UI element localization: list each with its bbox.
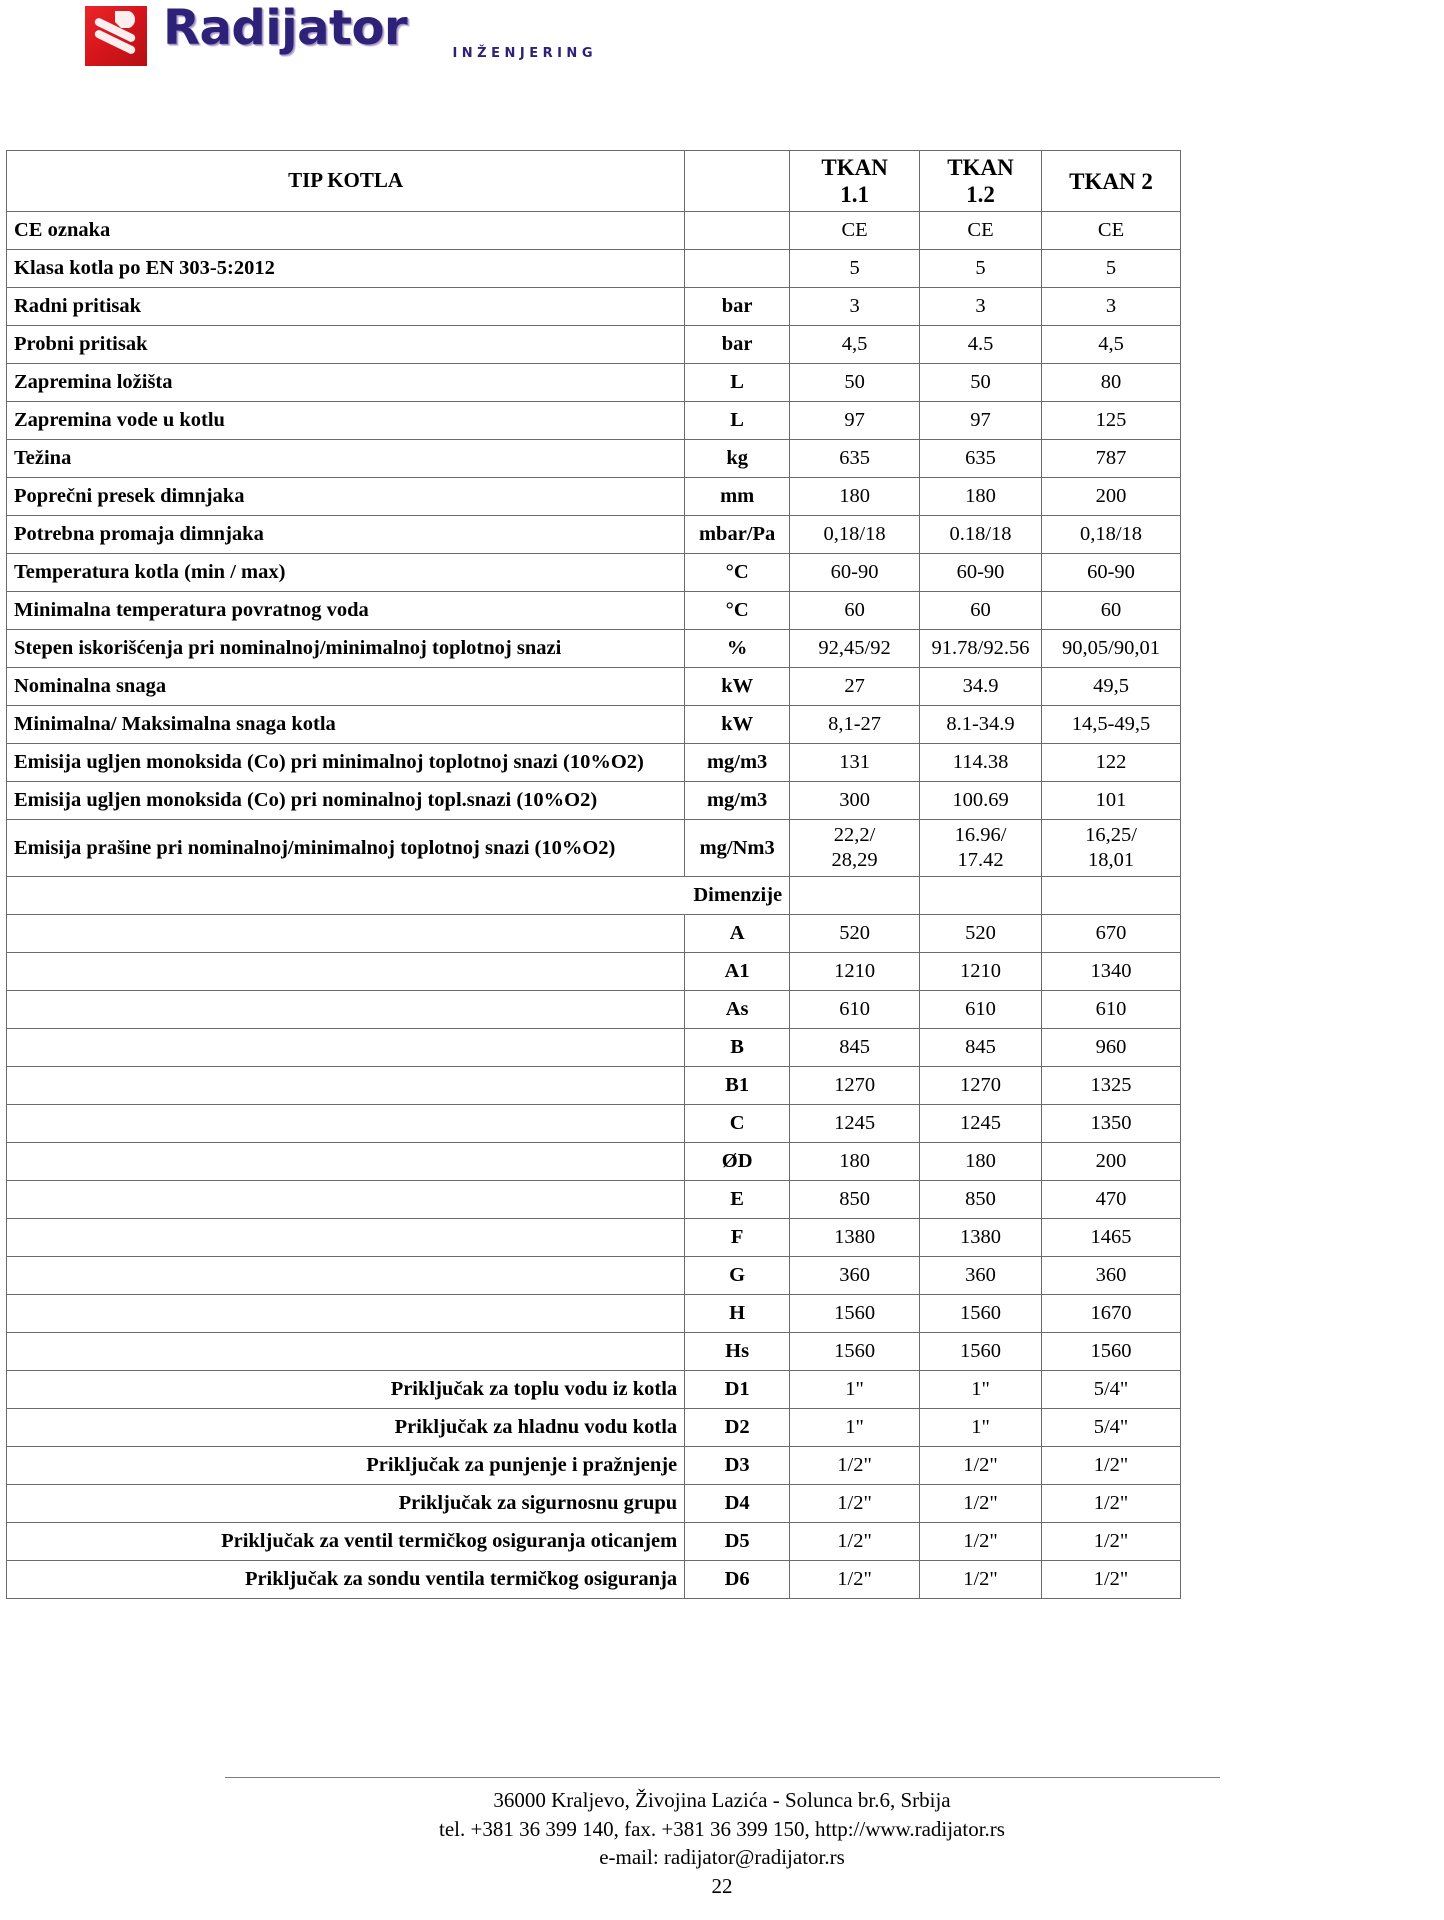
row-label — [7, 1181, 685, 1219]
row-value-3: 1325 — [1042, 1067, 1181, 1105]
header-column-3: TKAN 2 — [1042, 151, 1181, 212]
row-unit: L — [685, 402, 790, 440]
row-value-3: 0,18/18 — [1042, 516, 1181, 554]
row-value-1: CE — [790, 212, 920, 250]
row-label: CE oznaka — [7, 212, 685, 250]
row-value-3: 360 — [1042, 1257, 1181, 1295]
row-value-2: 180 — [920, 1143, 1042, 1181]
row-value-2: 4.5 — [920, 326, 1042, 364]
row-value-3: 16,25/ 18,01 — [1042, 820, 1181, 877]
row-value-1: 60-90 — [790, 554, 920, 592]
row-value-3: 610 — [1042, 991, 1181, 1029]
row-value-3: 101 — [1042, 782, 1181, 820]
table-row — [7, 706, 1181, 744]
row-label — [7, 991, 685, 1029]
row-value-1: 92,45/92 — [790, 630, 920, 668]
header-tip-kotla: TIP KOTLA — [7, 151, 685, 212]
row-value-3: 470 — [1042, 1181, 1181, 1219]
dimensions-header-row — [7, 877, 1181, 915]
row-label: Emisija ugljen monoksida (Co) pri nominalnoj topl.snazi (10%O2) — [7, 782, 685, 820]
row-value-3: 14,5-49,5 — [1042, 706, 1181, 744]
row-value-2: CE — [920, 212, 1042, 250]
row-value-1: 1270 — [790, 1067, 920, 1105]
row-unit: B — [685, 1029, 790, 1067]
row-unit: bar — [685, 288, 790, 326]
row-unit: mm — [685, 478, 790, 516]
row-value-2: 1245 — [920, 1105, 1042, 1143]
row-unit: % — [685, 630, 790, 668]
row-value-2: 180 — [920, 478, 1042, 516]
row-value-2: 1/2" — [920, 1561, 1042, 1599]
row-label: Priključak za ventil termičkog osiguranja oticanjem — [7, 1523, 685, 1561]
row-value-1: 845 — [790, 1029, 920, 1067]
row-value-3: 60 — [1042, 592, 1181, 630]
row-value-2: 845 — [920, 1029, 1042, 1067]
row-value-1: 3 — [790, 288, 920, 326]
row-value-3: 80 — [1042, 364, 1181, 402]
table-row — [7, 592, 1181, 630]
row-unit: D1 — [685, 1371, 790, 1409]
dimensions-header-pad-1 — [790, 877, 920, 915]
table-row — [7, 782, 1181, 820]
row-unit: D4 — [685, 1485, 790, 1523]
row-value-3: 122 — [1042, 744, 1181, 782]
row-value-2: 50 — [920, 364, 1042, 402]
row-unit: F — [685, 1219, 790, 1257]
dimensions-header-pad-2 — [920, 877, 1042, 915]
row-value-1: 635 — [790, 440, 920, 478]
row-value-3: 1560 — [1042, 1333, 1181, 1371]
row-value-3: 3 — [1042, 288, 1181, 326]
table-row — [7, 1143, 1181, 1181]
row-value-1: 1/2" — [790, 1485, 920, 1523]
row-value-2: 3 — [920, 288, 1042, 326]
row-label — [7, 915, 685, 953]
row-value-3: 49,5 — [1042, 668, 1181, 706]
table-header-row — [7, 151, 1181, 212]
row-value-2: 60 — [920, 592, 1042, 630]
row-unit — [685, 212, 790, 250]
row-value-3: 1465 — [1042, 1219, 1181, 1257]
table-row — [7, 478, 1181, 516]
row-value-2: 1380 — [920, 1219, 1042, 1257]
table-row — [7, 1295, 1181, 1333]
row-value-1: 360 — [790, 1257, 920, 1295]
row-value-2: 34.9 — [920, 668, 1042, 706]
row-label: Potrebna promaja dimnjaka — [7, 516, 685, 554]
table-row — [7, 1409, 1181, 1447]
row-value-1: 1560 — [790, 1295, 920, 1333]
row-value-2: 1210 — [920, 953, 1042, 991]
row-unit: C — [685, 1105, 790, 1143]
logo-tagline: INŽENJERING — [452, 46, 597, 61]
table-row — [7, 744, 1181, 782]
dimensions-header-pad-3 — [1042, 877, 1181, 915]
row-value-3: 1340 — [1042, 953, 1181, 991]
row-value-3: 1/2" — [1042, 1447, 1181, 1485]
row-value-1: 4,5 — [790, 326, 920, 364]
row-value-1: 97 — [790, 402, 920, 440]
page-number: 22 — [711, 1873, 733, 1898]
header-unit-cell — [685, 151, 790, 212]
row-unit: A — [685, 915, 790, 953]
row-value-1: 8,1-27 — [790, 706, 920, 744]
row-value-2: 60-90 — [920, 554, 1042, 592]
row-value-1: 50 — [790, 364, 920, 402]
row-value-2: 5 — [920, 250, 1042, 288]
table-row — [7, 1257, 1181, 1295]
footer-contact: tel. +381 36 399 140, fax. +381 36 399 150, http://www.radijator.rs — [439, 1816, 1005, 1841]
row-value-2: 1270 — [920, 1067, 1042, 1105]
table-row — [7, 554, 1181, 592]
row-unit: °C — [685, 592, 790, 630]
table-row — [7, 440, 1181, 478]
row-unit: B1 — [685, 1067, 790, 1105]
row-value-1: 180 — [790, 1143, 920, 1181]
row-unit — [685, 250, 790, 288]
row-label: Minimalna temperatura povratnog voda — [7, 592, 685, 630]
row-value-1: 0,18/18 — [790, 516, 920, 554]
table-row — [7, 516, 1181, 554]
row-value-2: 114.38 — [920, 744, 1042, 782]
row-value-2: 635 — [920, 440, 1042, 478]
table-row — [7, 1105, 1181, 1143]
table-row — [7, 1485, 1181, 1523]
row-unit: L — [685, 364, 790, 402]
table-row — [7, 820, 1181, 877]
table-row — [7, 250, 1181, 288]
logo-wordmark: Radijator — [163, 0, 408, 56]
row-label — [7, 1257, 685, 1295]
row-label: Zapremina vode u kotlu — [7, 402, 685, 440]
table-row — [7, 288, 1181, 326]
row-value-1: 180 — [790, 478, 920, 516]
row-unit: H — [685, 1295, 790, 1333]
row-label: Emisija ugljen monoksida (Co) pri minimalnoj toplotnoj snazi (10%O2) — [7, 744, 685, 782]
row-value-1: 5 — [790, 250, 920, 288]
table-row — [7, 668, 1181, 706]
row-value-3: 1350 — [1042, 1105, 1181, 1143]
row-unit: D6 — [685, 1561, 790, 1599]
row-value-2: 520 — [920, 915, 1042, 953]
row-value-3: 1670 — [1042, 1295, 1181, 1333]
row-label: Priključak za sondu ventila termičkog osiguranja — [7, 1561, 685, 1599]
row-unit: A1 — [685, 953, 790, 991]
row-unit: kW — [685, 668, 790, 706]
row-unit: G — [685, 1257, 790, 1295]
table-row — [7, 1447, 1181, 1485]
row-label — [7, 1295, 685, 1333]
row-value-1: 27 — [790, 668, 920, 706]
table-row — [7, 212, 1181, 250]
row-label: Priključak za sigurnosnu grupu — [7, 1485, 685, 1523]
boiler-specification-table — [6, 150, 1181, 1599]
table-row — [7, 1561, 1181, 1599]
row-label: Priključak za punjenje i pražnjenje — [7, 1447, 685, 1485]
row-value-1: 1210 — [790, 953, 920, 991]
table-row — [7, 402, 1181, 440]
row-label: Težina — [7, 440, 685, 478]
row-value-3: 670 — [1042, 915, 1181, 953]
row-value-2: 1/2" — [920, 1523, 1042, 1561]
dimensions-header: Dimenzije — [7, 877, 790, 915]
row-unit: °C — [685, 554, 790, 592]
row-value-2: 1/2" — [920, 1447, 1042, 1485]
row-value-2: 16.96/ 17.42 — [920, 820, 1042, 877]
row-value-2: 360 — [920, 1257, 1042, 1295]
row-value-3: 60-90 — [1042, 554, 1181, 592]
row-label: Stepen iskorišćenja pri nominalnoj/minimalnoj toplotnoj snazi — [7, 630, 685, 668]
header-column-2: TKAN 1.2 — [920, 151, 1042, 212]
row-value-3: 5 — [1042, 250, 1181, 288]
row-unit: mbar/Pa — [685, 516, 790, 554]
row-unit: kW — [685, 706, 790, 744]
row-value-2: 850 — [920, 1181, 1042, 1219]
row-value-2: 0.18/18 — [920, 516, 1042, 554]
row-value-2: 91.78/92.56 — [920, 630, 1042, 668]
table-row — [7, 1067, 1181, 1105]
table-row — [7, 1181, 1181, 1219]
table-row — [7, 1523, 1181, 1561]
row-value-3: 1/2" — [1042, 1561, 1181, 1599]
row-unit: mg/Nm3 — [685, 820, 790, 877]
row-value-3: 5/4" — [1042, 1371, 1181, 1409]
table-row — [7, 364, 1181, 402]
footer-address: 36000 Kraljevo, Živojina Lazića - Solunca br.6, Srbija — [493, 1788, 951, 1812]
row-value-1: 1/2" — [790, 1523, 920, 1561]
page-footer — [0, 1777, 1444, 1900]
radiator-icon — [85, 6, 147, 66]
row-label: Priključak za toplu vodu iz kotla — [7, 1371, 685, 1409]
row-label — [7, 1143, 685, 1181]
row-label — [7, 1219, 685, 1257]
table-row — [7, 1029, 1181, 1067]
row-value-1: 1560 — [790, 1333, 920, 1371]
row-value-3: 200 — [1042, 1143, 1181, 1181]
row-value-1: 22,2/ 28,29 — [790, 820, 920, 877]
row-value-1: 520 — [790, 915, 920, 953]
row-value-1: 1/2" — [790, 1561, 920, 1599]
row-value-3: 4,5 — [1042, 326, 1181, 364]
row-value-3: 960 — [1042, 1029, 1181, 1067]
row-value-2: 8.1-34.9 — [920, 706, 1042, 744]
row-value-3: 1/2" — [1042, 1485, 1181, 1523]
row-value-1: 131 — [790, 744, 920, 782]
row-label — [7, 1029, 685, 1067]
row-unit: E — [685, 1181, 790, 1219]
table-row — [7, 1371, 1181, 1409]
row-unit: mg/m3 — [685, 744, 790, 782]
row-value-1: 1" — [790, 1409, 920, 1447]
row-value-1: 300 — [790, 782, 920, 820]
row-label: Klasa kotla po EN 303-5:2012 — [7, 250, 685, 288]
table-row — [7, 1333, 1181, 1371]
row-label — [7, 1105, 685, 1143]
row-value-2: 1" — [920, 1371, 1042, 1409]
row-unit: kg — [685, 440, 790, 478]
row-value-1: 1245 — [790, 1105, 920, 1143]
row-value-2: 1560 — [920, 1333, 1042, 1371]
row-value-1: 610 — [790, 991, 920, 1029]
row-unit: D2 — [685, 1409, 790, 1447]
header-column-1: TKAN 1.1 — [790, 151, 920, 212]
row-label — [7, 1067, 685, 1105]
row-unit: bar — [685, 326, 790, 364]
row-value-1: 60 — [790, 592, 920, 630]
footer-email: e-mail: radijator@radijator.rs — [599, 1845, 845, 1870]
row-value-3: 125 — [1042, 402, 1181, 440]
row-value-2: 100.69 — [920, 782, 1042, 820]
footer-divider — [225, 1777, 1220, 1778]
table-row — [7, 915, 1181, 953]
company-logo — [85, 2, 605, 72]
table-row — [7, 630, 1181, 668]
row-label: Probni pritisak — [7, 326, 685, 364]
row-value-2: 1560 — [920, 1295, 1042, 1333]
row-unit: ØD — [685, 1143, 790, 1181]
row-value-2: 1/2" — [920, 1485, 1042, 1523]
row-unit: D3 — [685, 1447, 790, 1485]
row-unit: As — [685, 991, 790, 1029]
row-label: Poprečni presek dimnjaka — [7, 478, 685, 516]
row-label: Minimalna/ Maksimalna snaga kotla — [7, 706, 685, 744]
logo-wordmark-group — [163, 2, 603, 72]
row-value-3: 90,05/90,01 — [1042, 630, 1181, 668]
row-value-2: 1" — [920, 1409, 1042, 1447]
row-label: Emisija prašine pri nominalnoj/minimalnoj toplotnoj snazi (10%O2) — [7, 820, 685, 877]
row-label — [7, 953, 685, 991]
row-unit: mg/m3 — [685, 782, 790, 820]
row-label: Radni pritisak — [7, 288, 685, 326]
row-unit: Hs — [685, 1333, 790, 1371]
row-value-1: 850 — [790, 1181, 920, 1219]
row-value-2: 97 — [920, 402, 1042, 440]
row-label: Priključak za hladnu vodu kotla — [7, 1409, 685, 1447]
row-value-3: 200 — [1042, 478, 1181, 516]
row-value-2: 610 — [920, 991, 1042, 1029]
table-row — [7, 1219, 1181, 1257]
row-value-3: 5/4" — [1042, 1409, 1181, 1447]
row-value-3: CE — [1042, 212, 1181, 250]
row-value-3: 787 — [1042, 440, 1181, 478]
row-value-1: 1" — [790, 1371, 920, 1409]
row-label: Zapremina ložišta — [7, 364, 685, 402]
row-value-1: 1380 — [790, 1219, 920, 1257]
row-label — [7, 1333, 685, 1371]
row-value-3: 1/2" — [1042, 1523, 1181, 1561]
row-label: Temperatura kotla (min / max) — [7, 554, 685, 592]
row-value-1: 1/2" — [790, 1447, 920, 1485]
row-unit: D5 — [685, 1523, 790, 1561]
table-row — [7, 953, 1181, 991]
table-row — [7, 991, 1181, 1029]
row-label: Nominalna snaga — [7, 668, 685, 706]
table-row — [7, 326, 1181, 364]
